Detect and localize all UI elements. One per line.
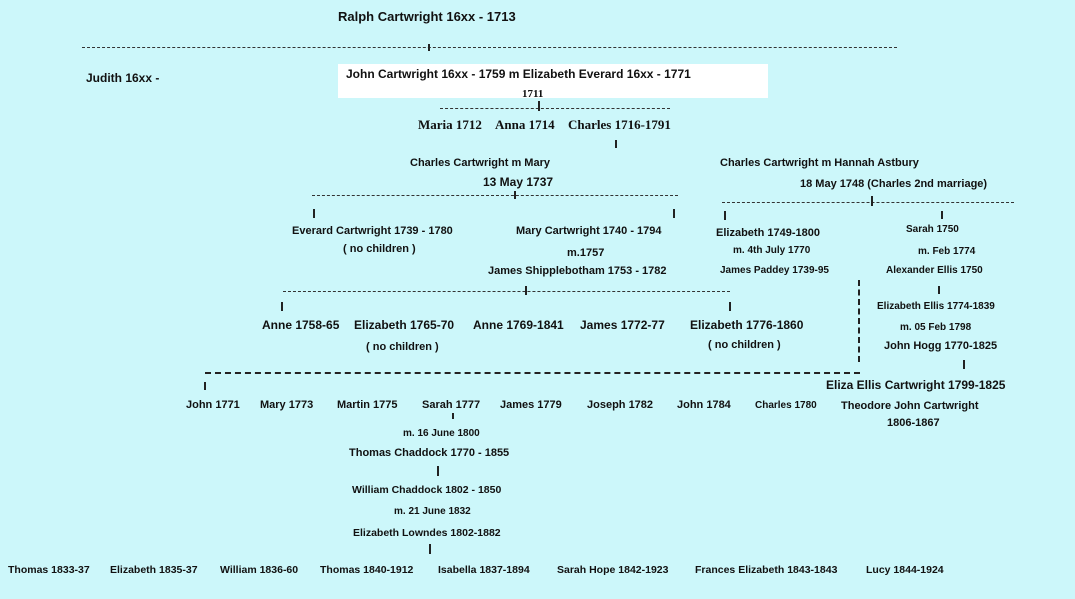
charles-hannah-date: 18 May 1748 (Charles 2nd marriage) xyxy=(800,178,988,190)
james-paddey: James Paddey 1739-95 xyxy=(720,265,829,276)
theodore-john-cartwright: Theodore John Cartwright xyxy=(841,400,979,412)
lowndes-tick xyxy=(429,544,431,554)
eliza-ellis-cartwright: Eliza Ellis Cartwright 1799-1825 xyxy=(826,378,1006,392)
child-isabella-1837: Isabella 1837-1894 xyxy=(438,564,530,576)
child-john-1784: John 1784 xyxy=(677,399,731,411)
gen2-left-tick xyxy=(514,191,516,199)
william-chaddock: William Chaddock 1802 - 1850 xyxy=(352,484,502,496)
child-maria: Maria 1712 xyxy=(418,117,482,132)
sarah-marriage: m. Feb 1774 xyxy=(918,246,976,257)
child-elizabeth-1765: Elizabeth 1765-70 xyxy=(354,318,455,332)
vertical-link xyxy=(858,280,860,362)
elizabeth-tick xyxy=(724,211,726,220)
child-mary-1773: Mary 1773 xyxy=(260,399,314,411)
child-anne-1758: Anne 1758-65 xyxy=(262,318,340,332)
james-shipplebotham: James Shipplebotham 1753 - 1782 xyxy=(488,265,667,277)
hogg-tick xyxy=(963,360,965,369)
elizabeth-ellis: Elizabeth Ellis 1774-1839 xyxy=(877,301,995,312)
william-marriage: m. 21 June 1832 xyxy=(394,506,471,517)
gen0-tick xyxy=(428,44,430,51)
sarah-tick xyxy=(941,211,943,219)
john-1771-tick xyxy=(204,382,206,390)
sarah-1750: Sarah 1750 xyxy=(906,224,959,235)
everard-cartwright: Everard Cartwright 1739 - 1780 xyxy=(292,225,453,237)
gen4-tick xyxy=(525,286,527,295)
child-lucy-1844: Lucy 1844-1924 xyxy=(866,564,944,576)
gen2-right-connector xyxy=(722,202,1014,203)
charles-tick xyxy=(615,140,617,148)
mary-cartwright: Mary Cartwright 1740 - 1794 xyxy=(516,225,662,237)
anne-tick xyxy=(281,302,283,311)
gen1-connector xyxy=(440,108,670,109)
ellis-marriage: m. 05 Feb 1798 xyxy=(900,322,972,333)
gen2-left-connector xyxy=(312,195,678,196)
theodore-dates: 1806-1867 xyxy=(887,417,940,429)
child-john-1771: John 1771 xyxy=(186,399,240,411)
elizabeth-lowndes: Elizabeth Lowndes 1802-1882 xyxy=(353,527,501,539)
elizabeth-marriage: m. 4th July 1770 xyxy=(733,245,811,256)
marriage-year-1711: 1711 xyxy=(522,88,544,100)
child-james-1779: James 1779 xyxy=(500,399,562,411)
charles-hannah-couple: Charles Cartwright m Hannah Astbury xyxy=(720,157,919,169)
child-charles: Charles 1716-1791 xyxy=(568,117,671,132)
gen0-connector xyxy=(82,47,897,48)
elizabeth-1776-tick xyxy=(729,302,731,311)
gen5-connector xyxy=(205,372,860,374)
child-anne-1769: Anne 1769-1841 xyxy=(473,318,564,332)
alexander-ellis: Alexander Ellis 1750 xyxy=(886,265,983,276)
elizabeth-1776: Elizabeth 1776-1860 xyxy=(690,318,804,332)
gen1-tick xyxy=(538,101,540,111)
charles-mary-date: 13 May 1737 xyxy=(483,175,554,189)
elizabeth-1765-no-children: ( no children ) xyxy=(366,341,439,353)
gen2-right-tick xyxy=(871,196,873,206)
mary-marriage: m.1757 xyxy=(567,247,605,259)
john-hogg: John Hogg 1770-1825 xyxy=(884,340,998,352)
gen4-connector xyxy=(283,291,730,292)
elizabeth-1749: Elizabeth 1749-1800 xyxy=(716,227,820,239)
child-elizabeth-1835: Elizabeth 1835-37 xyxy=(110,564,198,576)
child-sarah-1777: Sarah 1777 xyxy=(422,399,481,411)
john-cartwright-couple: John Cartwright 16xx - 1759 m Elizabeth Everard 16xx - 1771 xyxy=(346,67,691,81)
mary-tick xyxy=(673,209,675,218)
judith: Judith 16xx - xyxy=(86,71,160,85)
child-martin-1775: Martin 1775 xyxy=(337,399,398,411)
child-james-1772: James 1772-77 xyxy=(580,318,665,332)
sarah-1777-tick xyxy=(452,413,454,419)
child-william-1836: William 1836-60 xyxy=(220,564,299,576)
child-anna: Anna 1714 xyxy=(495,117,555,132)
child-thomas-1840: Thomas 1840-1912 xyxy=(320,564,414,576)
ralph-cartwright: Ralph Cartwright 16xx - 1713 xyxy=(338,9,516,24)
child-frances-elizabeth-1843: Frances Elizabeth 1843-1843 xyxy=(695,564,838,576)
sarah-chaddock-marriage: m. 16 June 1800 xyxy=(403,428,480,439)
child-charles-1780: Charles 1780 xyxy=(755,400,817,411)
everard-tick xyxy=(313,209,315,218)
thomas-chaddock: Thomas Chaddock 1770 - 1855 xyxy=(349,447,510,459)
ellis-tick xyxy=(938,286,940,294)
charles-mary-couple: Charles Cartwright m Mary xyxy=(410,157,550,169)
child-joseph-1782: Joseph 1782 xyxy=(587,399,654,411)
thomas-chaddock-tick xyxy=(437,466,439,476)
everard-no-children: ( no children ) xyxy=(343,243,416,255)
child-sarah-hope-1842: Sarah Hope 1842-1923 xyxy=(557,564,669,576)
child-thomas-1833: Thomas 1833-37 xyxy=(8,564,90,576)
elizabeth-1776-no-children: ( no children ) xyxy=(708,339,781,351)
